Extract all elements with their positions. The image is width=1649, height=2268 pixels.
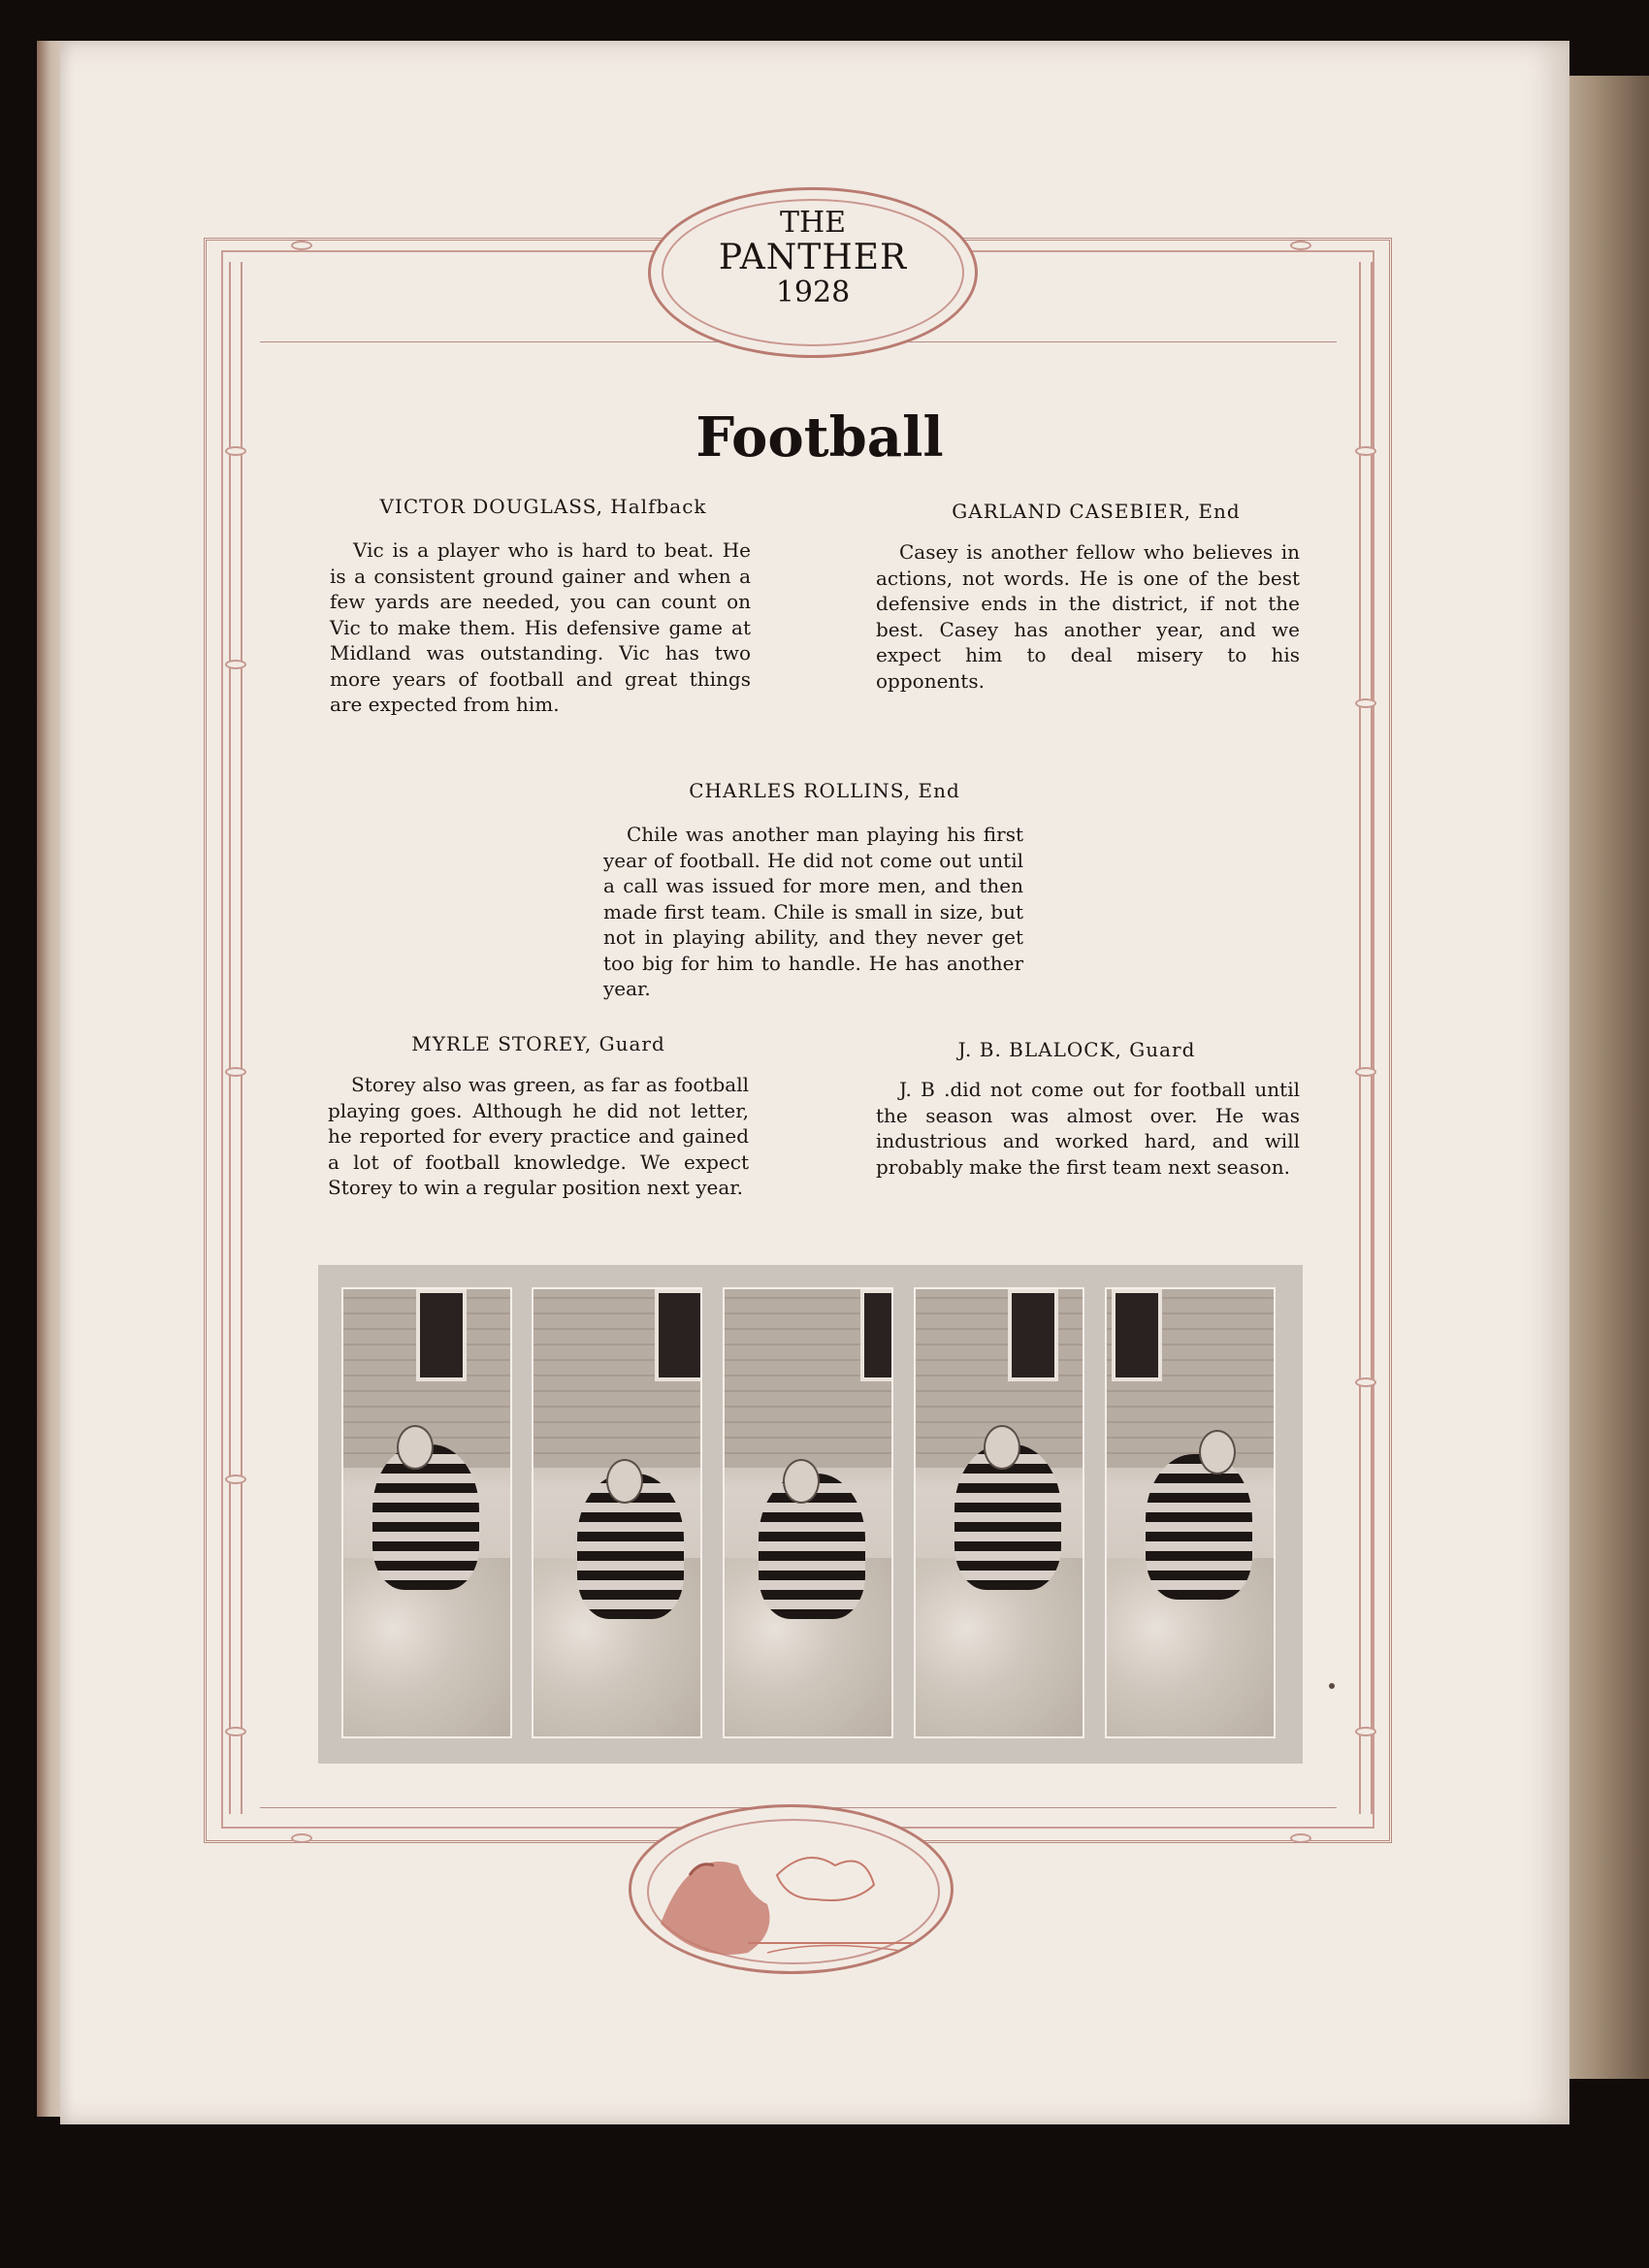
- window: [655, 1289, 702, 1381]
- player-bio-rollins: Chile was another man playing his first year of football. He did not come out until a call was issued for more men, and then made first team. Chile is small in size, but not in playing ability, and they never get too big for him to handle. He has another year.: [603, 823, 1023, 1000]
- player-figure: [1146, 1454, 1252, 1600]
- page-title: Football: [695, 405, 944, 470]
- frame-ornament: [1355, 698, 1376, 708]
- player-head: [984, 1425, 1020, 1470]
- player-bio-storey: Storey also was green, as far as football playing goes. Although he did not letter, he reported for every practice and gained a lot of football knowledge. We expect Storey to win a regular position next year.: [328, 1073, 749, 1199]
- frame-ornament: [291, 1833, 312, 1843]
- frame-right-column: [1359, 262, 1373, 1814]
- footer-vignette: [629, 1804, 954, 1974]
- landscape-illustration: [631, 1807, 954, 1974]
- frame-ornament: [1355, 1067, 1376, 1077]
- frame-ornament: [1290, 241, 1311, 250]
- player-head: [1199, 1430, 1236, 1474]
- frame-ornament: [225, 1474, 246, 1484]
- frame-ornament: [291, 241, 312, 250]
- player-photo-2: [532, 1287, 702, 1738]
- window: [860, 1289, 893, 1381]
- frame-ornament: [225, 1727, 246, 1736]
- window: [1008, 1289, 1058, 1381]
- page-mark: [1329, 1683, 1335, 1689]
- frame-ornament: [225, 660, 246, 669]
- player-bio-douglass: Vic is a player who is hard to beat. He is a consistent ground gainer and when a few yards are needed, you can count on Vic to make them. His defensive game at Midland was outstanding. Vic has two more years of football and great things are expected from him.: [330, 538, 751, 716]
- player-photo-5: [1105, 1287, 1276, 1738]
- header-panther: PANTHER: [718, 238, 908, 277]
- player-photo-1: [341, 1287, 512, 1738]
- frame-left-column: [229, 262, 242, 1814]
- window: [1112, 1289, 1162, 1381]
- player-name-douglass: VICTOR DOUGLASS, Halfback: [379, 495, 707, 518]
- window: [416, 1289, 467, 1381]
- player-head: [397, 1425, 434, 1470]
- frame-ornament: [225, 446, 246, 456]
- player-head: [783, 1459, 820, 1504]
- player-name-blalock: J. B. BLALOCK, Guard: [957, 1038, 1196, 1061]
- frame-ornament: [1290, 1833, 1311, 1843]
- player-photo-3: [723, 1287, 893, 1738]
- header-year: 1928: [775, 275, 851, 309]
- player-photo-4: [914, 1287, 1084, 1738]
- player-name-storey: MYRLE STOREY, Guard: [411, 1032, 665, 1055]
- yearbook-title: [662, 206, 964, 310]
- frame-ornament: [1355, 1727, 1376, 1736]
- frame-ornament: [225, 1067, 246, 1077]
- header-the: THE: [779, 206, 847, 240]
- player-figure: [372, 1444, 479, 1590]
- player-bio-blalock: J. B .did not come out for football until the season was almost over. He was industrious and worked hard, and will probably make the first team next season.: [876, 1078, 1300, 1179]
- player-bio-casebier: Casey is another fellow who believes in actions, not words. He is one of the best defensive ends in the district, if not the best. Casey has another year, and we expect him to deal misery to his opponents.: [876, 540, 1300, 693]
- player-name-rollins: CHARLES ROLLINS, End: [689, 779, 960, 802]
- player-name-casebier: GARLAND CASEBIER, End: [952, 500, 1241, 523]
- frame-ornament: [1355, 446, 1376, 456]
- player-head: [606, 1459, 643, 1504]
- frame-ornament: [1355, 1377, 1376, 1387]
